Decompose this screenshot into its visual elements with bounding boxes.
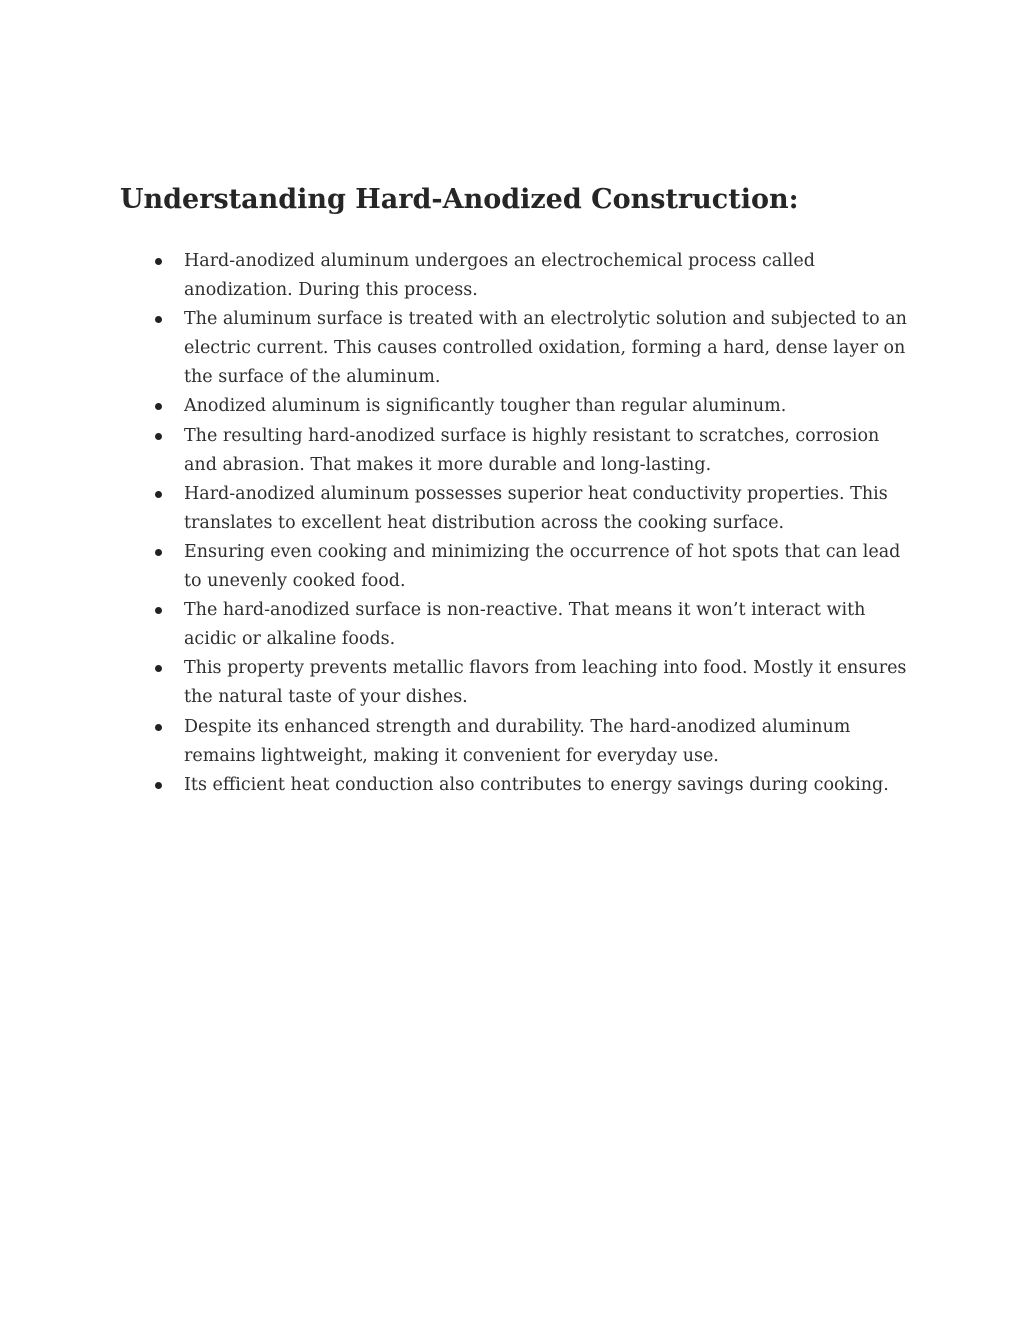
list-item-text: Hard-anodized aluminum undergoes an electrochemical process called anodization. During this process. [184, 251, 815, 301]
list-item-text: Anodized aluminum is significantly tougher than regular aluminum. [184, 396, 787, 417]
bullet-icon [155, 403, 162, 410]
list-item [184, 480, 912, 538]
list-item-text: Ensuring even cooking and minimizing the occurrence of hot spots that can lead to unevenly cooked food. [184, 541, 901, 592]
list-item [184, 713, 912, 771]
bullet-icon [155, 607, 162, 614]
bullet-icon [155, 549, 162, 556]
list-item [184, 422, 912, 480]
bullet-icon [155, 258, 162, 265]
list-item [184, 654, 912, 712]
bullet-icon [155, 491, 162, 498]
bullet-icon [155, 316, 162, 323]
list-item [184, 305, 912, 392]
list-item [184, 771, 912, 800]
list-item [184, 596, 912, 654]
list-item-text: The aluminum surface is treated with an electrolytic solution and subjected to an electric current. This causes controlled oxidation, forming a hard, dense layer on the surface of the aluminum. [184, 309, 907, 388]
list-item-text: This property prevents metallic flavors from leaching into food. Mostly it ensures the natural taste of your dishes. [184, 658, 907, 708]
bullet-icon [155, 724, 162, 731]
list-item-text: Its efficient heat conduction also contributes to energy savings during cooking. [184, 774, 889, 795]
page-title: Understanding Hard-Anodized Construction: [120, 184, 799, 215]
list-item [184, 538, 912, 596]
bullet-icon [155, 433, 162, 440]
list-item [184, 392, 912, 421]
list-item-text: The resulting hard-anodized surface is highly resistant to scratches, corrosion and abrasion. That makes it more durable and long-lasting. [184, 425, 880, 475]
bullet-list [184, 247, 912, 800]
bullet-icon [155, 782, 162, 789]
list-item-text: Despite its enhanced strength and durability. The hard-anodized aluminum remains lightweight, making it convenient for everyday use. [184, 716, 851, 766]
bullet-icon [155, 665, 162, 672]
list-item-text: The hard-anodized surface is non-reactive. That means it won’t interact with acidic or alkaline foods. [184, 600, 866, 650]
list-item [184, 247, 912, 305]
list-item-text: Hard-anodized aluminum possesses superior heat conductivity properties. This translates to excellent heat distribution across the cooking surface. [184, 483, 888, 533]
